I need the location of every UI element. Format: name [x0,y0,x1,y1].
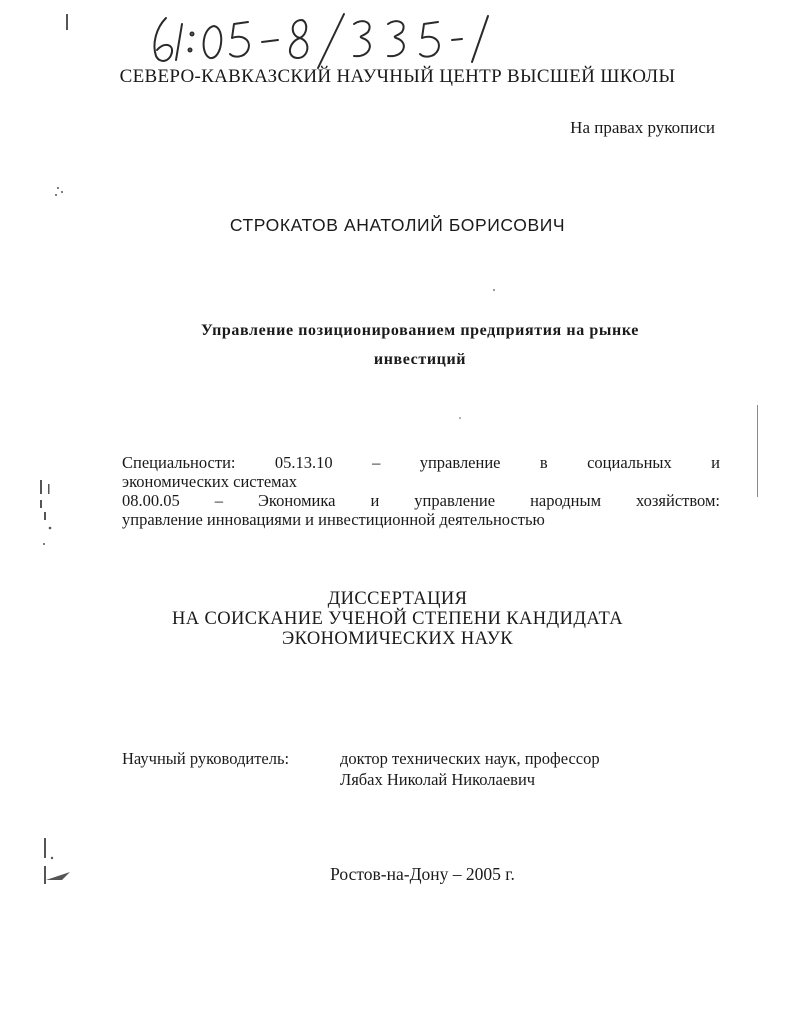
specialty-line: 08.00.05 – Экономика и управление народным хозяйством: [122,491,720,510]
supervisor-label: Научный руководитель: [122,749,290,768]
supervisor-name: Лябах Николай Николаевич [340,770,536,789]
degree-line: НА СОИСКАНИЕ УЧЕНОЙ СТЕПЕНИ КАНДИДАТА [171,609,624,629]
degree-line: ДИССЕРТАЦИЯ [327,589,468,609]
manuscript-note: На правах рукописи [570,118,715,137]
author-name: СТРОКАТОВ АНАТОЛИЙ БОРИСОВИЧ [229,215,566,235]
supervisor-degree: доктор технических наук, профессор [340,749,600,768]
city-year: Ростов-на-Дону – 2005 г. [330,864,515,884]
degree-line: ЭКОНОМИЧЕСКИХ НАУК [281,629,514,649]
title-line: Управление позиционированием предприятия на рынке [201,322,639,339]
title-line: инвестиций [373,351,467,368]
institution-name: СЕВЕРО-КАВКАЗСКИЙ НАУЧНЫЙ ЦЕНТР ВЫСШЕЙ ШКОЛЫ [119,66,676,87]
specialty-line: экономических системах [122,472,298,491]
specialty-line: Специальности: 05.13.10 – управление в социальных и [122,453,720,472]
specialty-line: управление инновациями и инвестиционной деятельностью [122,510,545,529]
